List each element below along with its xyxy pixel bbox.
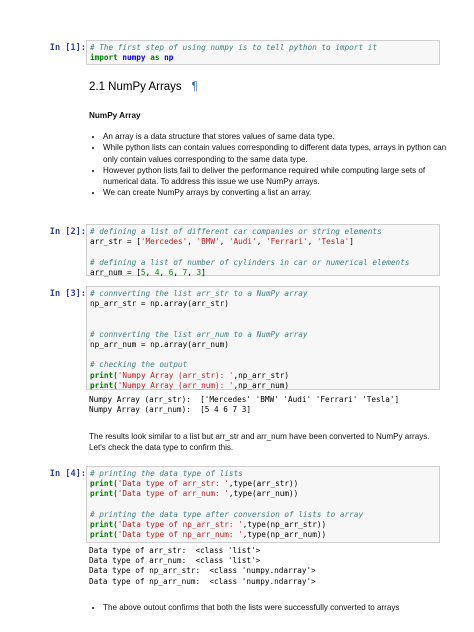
output-line: Numpy Array (arr_num): [5 4 6 7 3]	[89, 405, 251, 415]
output-line: Data type of np_arr_num: <class 'numpy.ndarray'>	[89, 576, 316, 586]
output-line: Numpy Array (arr_str): ['Mercedes' 'BMW' 'Audi' 'Ferrari' 'Tesla']	[89, 395, 400, 404]
code-text: np_arr_str = np.array(arr_str)	[90, 299, 229, 309]
code-comment: # connverting the list arr_num to a NumPy array	[90, 329, 308, 339]
cell-prompt: In [4]:	[49, 469, 86, 479]
code-cell-2[interactable]: # defining a list of different car companies or string elements arr_str = ['Mercedes', 'BMW', 'Audi', 'Ferrari', 'Tesla'] # defining a list of number of cylinders in car or numerical elements arr_num = [5, 4, 6, 7, 3]	[86, 224, 440, 276]
cell-output	[89, 395, 399, 415]
anchor-link[interactable]: ¶	[191, 81, 198, 93]
builtin: print	[90, 380, 114, 390]
code-text: ,np_arr_str)	[233, 370, 290, 380]
code-comment: # printing the data type after conversion of lists to array	[90, 509, 364, 519]
section-heading	[89, 81, 198, 93]
list-item: • However python lists fail to deliver the performance required while computing large sets of numerical data. To address this issue we use NumPy arrays.	[103, 165, 449, 188]
string-literal: 'Numpy Array (arr_num): '	[117, 380, 234, 390]
cell-output	[89, 546, 316, 587]
bullet-list	[89, 602, 449, 613]
list-item: • The above outout confirms that both the lists were successfully converted to arrays	[103, 602, 449, 613]
code-text: ,type(np_arr_str))	[242, 520, 327, 530]
heading-text: 2.1 NumPy Arrays	[89, 81, 182, 93]
code-cell-3[interactable]: # connverting the list arr_str to a NumPy array np_arr_str = np.array(arr_str) # connverting the list arr_num to a NumPy array np_arr_num = np.array(arr_num) # checking the output print('Numpy Array (arr_str): ',np_arr_str) print('Numpy Array (arr_num): ',np_arr_num)	[86, 286, 440, 390]
list-item: • An array is a data structure that stores values of same data type.	[103, 131, 449, 142]
number-literal: 4	[154, 267, 160, 277]
module-name: numpy	[122, 53, 146, 63]
code-comment: # printing the data type of lists	[90, 469, 243, 478]
code-comment: # defining a list of number of cylinders in car or numerical elements	[90, 257, 410, 267]
builtin: print	[90, 520, 114, 530]
string-literal: 'Data type of np_arr_num: '	[117, 530, 243, 540]
code-text: np_arr_num = np.array(arr_num)	[90, 340, 229, 350]
string-literal: 'Tesla'	[316, 237, 350, 247]
number-literal: 5	[140, 267, 146, 277]
code-comment: # connverting the list arr_str to a NumPy array	[90, 289, 308, 298]
builtin: print	[90, 530, 114, 540]
code-text: arr_str = [	[90, 237, 141, 247]
code-comment: # defining a list of different car companies or string elements	[90, 227, 382, 236]
module-alias: np	[164, 53, 174, 63]
keyword: import	[90, 53, 118, 63]
list-item: • We can create NumPy arrays by converting a list an array.	[103, 187, 449, 198]
code-comment: # The first step of using numpy is to tell python to import it	[90, 43, 377, 52]
output-line: Data type of arr_num: <class 'list'>	[89, 556, 261, 566]
builtin: print	[90, 479, 114, 489]
builtin: print	[90, 489, 114, 499]
list-item: • While python lists can contain values corresponding to different data types, arrays in python can only contain values corresponding to the same data type.	[103, 142, 449, 165]
code-cell-4[interactable]: # printing the data type of lists print('Data type of arr_str: ',type(arr_str)) print('Data type of arr_num: ',type(arr_num)) # printing the data type after conversion of lists to array print('Data type of np_arr_str: ',type(np_arr_str)) print('Data type of np_arr_num: ',type(np_arr_num))	[86, 466, 440, 543]
keyword: as	[150, 53, 160, 63]
code-text: ,type(np_arr_num))	[242, 530, 327, 540]
output-line: Data type of np_arr_str: <class 'numpy.ndarray'>	[89, 566, 316, 576]
paragraph: The results look similar to a list but arr_str and arr_num have been converted to NumPy arrays. Let's check the data type to confirm this.	[89, 432, 430, 453]
cell-prompt: In [3]:	[49, 289, 86, 299]
code-text: arr_num = [	[90, 267, 141, 277]
string-literal: 'Mercedes'	[140, 237, 188, 247]
code-text: ,type(arr_str))	[228, 479, 299, 489]
code-cell-1[interactable]	[86, 40, 440, 65]
string-literal: 'Audi'	[228, 237, 257, 247]
cell-prompt: In [2]:	[49, 227, 86, 237]
string-literal: 'BMW'	[196, 237, 220, 247]
subheading: NumPy Array	[89, 111, 141, 120]
number-literal: 3	[196, 267, 202, 277]
number-literal: 6	[168, 267, 174, 277]
cell-prompt: In [1]:	[49, 43, 86, 53]
code-text: ,np_arr_num)	[233, 380, 290, 390]
output-line: Data type of arr_str: <class 'list'>	[89, 546, 261, 555]
code-comment: # checking the output	[90, 360, 188, 370]
string-literal: 'Data type of arr_num: '	[117, 489, 229, 499]
bullet-list	[89, 131, 449, 199]
string-literal: 'Numpy Array (arr_str): '	[117, 370, 234, 380]
number-literal: 7	[182, 267, 188, 277]
string-literal: 'Data type of np_arr_str: '	[117, 520, 243, 530]
code-text: ,type(arr_num))	[228, 489, 299, 499]
builtin: print	[90, 370, 114, 380]
string-literal: 'Data type of arr_str: '	[117, 479, 229, 489]
string-literal: 'Ferrari'	[265, 237, 308, 247]
